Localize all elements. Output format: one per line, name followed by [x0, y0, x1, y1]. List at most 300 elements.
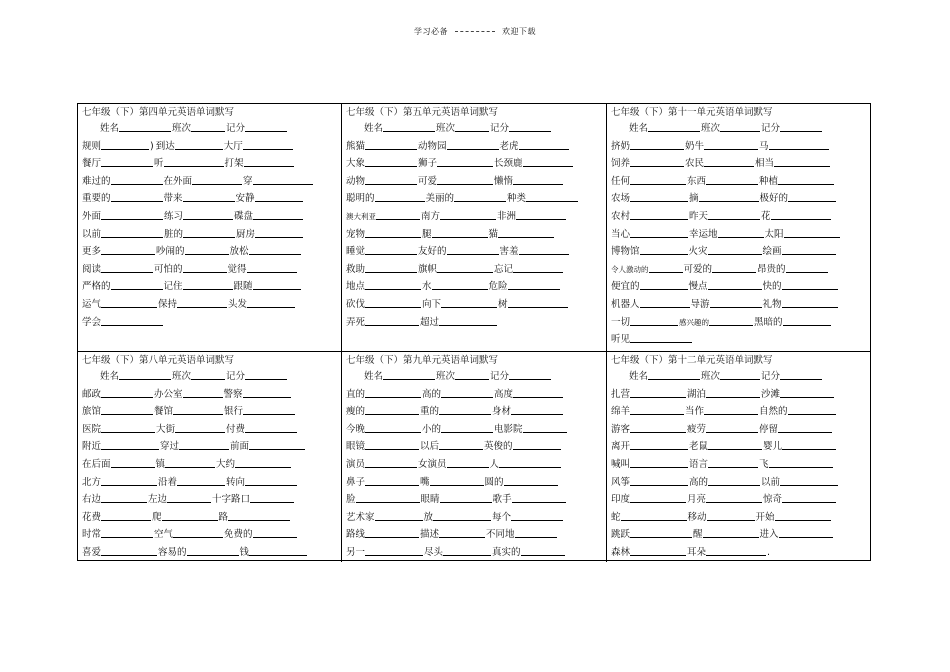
- word-item: [156, 138, 224, 156]
- answer-blank[interactable]: [511, 404, 563, 415]
- answer-blank[interactable]: [365, 545, 423, 556]
- answer-blank[interactable]: [706, 174, 758, 185]
- answer-blank[interactable]: [101, 209, 163, 220]
- answer-blank[interactable]: [249, 244, 301, 255]
- section-unit-5: [342, 104, 607, 352]
- answer-blank[interactable]: [630, 404, 684, 415]
- answer-blank[interactable]: [183, 262, 227, 273]
- word-label: 听: [154, 158, 164, 170]
- answer-blank[interactable]: [782, 492, 836, 503]
- word-item: [82, 155, 154, 173]
- word-label: 身材: [492, 406, 512, 418]
- answer-blank[interactable]: [771, 209, 831, 220]
- word-label: 时常: [82, 529, 102, 541]
- answer-blank[interactable]: [516, 209, 566, 220]
- answer-blank[interactable]: [119, 369, 171, 380]
- word-label: 描述: [420, 529, 440, 541]
- answer-blank[interactable]: [365, 315, 419, 326]
- answer-blank[interactable]: [101, 262, 153, 273]
- answer-blank[interactable]: [786, 262, 828, 273]
- answer-blank[interactable]: [630, 527, 692, 538]
- answer-blank[interactable]: [432, 279, 488, 290]
- answer-blank[interactable]: [630, 439, 688, 450]
- answer-blank[interactable]: [439, 527, 485, 538]
- answer-blank[interactable]: [101, 297, 157, 308]
- word-item: [148, 491, 212, 509]
- answer-blank[interactable]: [630, 315, 678, 326]
- word-label: 沙滩: [761, 388, 781, 400]
- answer-blank[interactable]: [511, 510, 563, 521]
- word-label: 打架: [224, 158, 244, 170]
- answer-blank[interactable]: [101, 404, 153, 415]
- word-row: [82, 544, 337, 562]
- word-label: 放: [423, 511, 434, 523]
- answer-blank[interactable]: [774, 156, 830, 167]
- answer-blank[interactable]: [383, 121, 435, 132]
- answer-blank[interactable]: [101, 244, 155, 255]
- answer-blank[interactable]: [704, 139, 758, 150]
- answer-blank[interactable]: [504, 475, 558, 486]
- word-item: [160, 438, 230, 456]
- word-row: [82, 261, 337, 279]
- answer-blank[interactable]: [253, 209, 303, 220]
- answer-blank[interactable]: [782, 439, 836, 450]
- word-label: 旗帜: [418, 263, 438, 275]
- answer-blank[interactable]: [167, 492, 211, 503]
- word-item: [611, 403, 685, 421]
- word-label: 瘦的: [346, 406, 366, 418]
- answer-blank[interactable]: [526, 191, 578, 202]
- answer-blank[interactable]: [245, 121, 287, 132]
- answer-blank[interactable]: [243, 404, 295, 415]
- word-label: 姓名: [100, 123, 120, 134]
- answer-blank[interactable]: [630, 387, 686, 398]
- word-label: 印度: [611, 494, 631, 506]
- word-item: [611, 474, 689, 492]
- answer-blank[interactable]: [244, 156, 294, 167]
- word-label: 友好的: [418, 246, 447, 258]
- answer-blank[interactable]: [720, 121, 760, 132]
- answer-blank[interactable]: [783, 315, 831, 326]
- answer-blank[interactable]: [245, 475, 297, 486]
- answer-blank[interactable]: [365, 404, 419, 415]
- answer-blank[interactable]: [447, 244, 499, 255]
- answer-blank[interactable]: [175, 139, 223, 150]
- answer-blank[interactable]: [708, 279, 762, 290]
- answer-blank[interactable]: [111, 191, 163, 202]
- answer-blank[interactable]: [630, 492, 686, 503]
- answer-blank[interactable]: [430, 475, 484, 486]
- answer-blank[interactable]: [177, 297, 227, 308]
- word-label: 奶牛: [685, 140, 705, 152]
- word-item: [422, 278, 489, 296]
- answer-blank[interactable]: [443, 545, 491, 556]
- answer-blank[interactable]: [175, 422, 225, 433]
- answer-blank[interactable]: [255, 227, 303, 238]
- answer-blank[interactable]: [356, 492, 420, 503]
- word-item: [240, 544, 309, 562]
- answer-blank[interactable]: [712, 262, 756, 273]
- answer-blank[interactable]: [247, 262, 297, 273]
- word-label: 严格的: [82, 281, 111, 293]
- answer-blank[interactable]: [704, 404, 758, 415]
- answer-blank[interactable]: [164, 156, 224, 167]
- answer-blank[interactable]: [101, 227, 163, 238]
- answer-blank[interactable]: [630, 209, 688, 220]
- word-label: 放松: [229, 246, 249, 258]
- answer-blank[interactable]: [509, 121, 551, 132]
- answer-blank[interactable]: [375, 510, 423, 521]
- answer-blank[interactable]: [780, 369, 822, 380]
- answer-blank[interactable]: [165, 457, 215, 468]
- answer-blank[interactable]: [779, 527, 833, 538]
- answer-blank[interactable]: [111, 174, 163, 185]
- answer-blank[interactable]: [630, 174, 686, 185]
- answer-blank[interactable]: [454, 191, 506, 202]
- answer-blank[interactable]: [101, 387, 153, 398]
- answer-blank[interactable]: [703, 527, 759, 538]
- word-item: [226, 474, 298, 492]
- answer-blank[interactable]: [640, 244, 688, 255]
- word-item: [490, 368, 552, 386]
- answer-blank[interactable]: [111, 279, 163, 290]
- answer-blank[interactable]: [513, 262, 563, 273]
- answer-blank[interactable]: [769, 139, 829, 150]
- answer-blank[interactable]: [648, 369, 700, 380]
- student-info-row: [82, 120, 337, 138]
- section-title: 七年级（下）第八单元英语单词默写: [82, 355, 235, 366]
- answer-blank[interactable]: [704, 156, 754, 167]
- answer-blank[interactable]: [630, 545, 686, 556]
- answer-blank[interactable]: [706, 492, 762, 503]
- word-row: [82, 314, 337, 332]
- answer-blank[interactable]: [365, 279, 421, 290]
- answer-blank[interactable]: [447, 139, 499, 150]
- word-item: [494, 421, 568, 439]
- word-row: [346, 261, 602, 279]
- answer-blank[interactable]: [376, 209, 420, 220]
- answer-blank[interactable]: [720, 369, 760, 380]
- answer-blank[interactable]: [250, 492, 294, 503]
- answer-blank[interactable]: [513, 174, 563, 185]
- word-item: [82, 474, 158, 492]
- answer-blank[interactable]: [365, 527, 419, 538]
- word-item: [100, 368, 172, 386]
- answer-blank[interactable]: [162, 510, 218, 521]
- answer-blank[interactable]: [365, 439, 419, 450]
- answer-blank[interactable]: [179, 439, 229, 450]
- answer-blank[interactable]: [432, 227, 488, 238]
- answer-blank[interactable]: [101, 475, 157, 486]
- answer-blank[interactable]: [187, 545, 239, 556]
- answer-blank[interactable]: [101, 156, 153, 167]
- answer-blank[interactable]: [365, 244, 417, 255]
- answer-blank[interactable]: [519, 244, 569, 255]
- answer-blank[interactable]: [523, 422, 567, 433]
- answer-blank[interactable]: [365, 475, 419, 486]
- answer-blank[interactable]: [630, 457, 688, 468]
- word-item: [82, 278, 164, 296]
- answer-blank[interactable]: [455, 369, 489, 380]
- word-item: [760, 526, 834, 544]
- answer-blank[interactable]: [365, 227, 421, 238]
- answer-blank[interactable]: [243, 387, 291, 398]
- answer-blank[interactable]: [708, 439, 762, 450]
- answer-blank[interactable]: [440, 492, 492, 503]
- word-item: [346, 278, 422, 296]
- word-item: [418, 138, 500, 156]
- answer-blank[interactable]: [447, 457, 489, 468]
- answer-blank[interactable]: [437, 174, 493, 185]
- word-label: 记分: [761, 123, 781, 134]
- answer-blank[interactable]: [769, 457, 833, 468]
- answer-blank[interactable]: [253, 174, 313, 185]
- word-item: [346, 403, 420, 421]
- word-item: [346, 456, 418, 474]
- answer-blank[interactable]: [515, 527, 557, 538]
- word-row: [346, 386, 602, 404]
- answer-blank[interactable]: [245, 422, 297, 433]
- answer-blank[interactable]: [508, 279, 560, 290]
- answer-blank[interactable]: [509, 369, 551, 380]
- answer-blank[interactable]: [706, 422, 758, 433]
- word-label: 阅读: [82, 263, 102, 275]
- word-label: 喊叫: [611, 458, 631, 470]
- word-row: [346, 526, 602, 544]
- answer-blank[interactable]: [780, 121, 822, 132]
- answer-blank[interactable]: [709, 315, 753, 326]
- word-label: 规则: [82, 140, 102, 152]
- answer-blank[interactable]: [101, 527, 153, 538]
- word-item: [492, 544, 566, 562]
- answer-blank[interactable]: [439, 315, 497, 326]
- word-item: [422, 226, 489, 244]
- answer-blank[interactable]: [513, 387, 563, 398]
- word-item: [498, 296, 569, 314]
- answer-blank[interactable]: [441, 422, 493, 433]
- answer-blank[interactable]: [101, 139, 149, 150]
- answer-blank[interactable]: [191, 121, 225, 132]
- answer-blank[interactable]: [519, 139, 569, 150]
- word-item: [689, 456, 759, 474]
- answer-blank[interactable]: [706, 387, 760, 398]
- answer-blank[interactable]: [119, 121, 171, 132]
- answer-blank[interactable]: [437, 262, 493, 273]
- answer-blank[interactable]: [243, 139, 293, 150]
- answer-blank[interactable]: [706, 545, 766, 556]
- word-item: [418, 155, 494, 173]
- answer-blank[interactable]: [707, 510, 755, 521]
- answer-blank[interactable]: [499, 457, 561, 468]
- answer-blank[interactable]: [512, 492, 566, 503]
- answer-blank[interactable]: [523, 156, 573, 167]
- word-label: 跳跃: [611, 529, 631, 541]
- word-label: 绘画: [762, 246, 782, 258]
- word-row: [611, 474, 866, 492]
- answer-blank[interactable]: [649, 262, 683, 273]
- answer-blank[interactable]: [708, 475, 760, 486]
- answer-blank[interactable]: [780, 475, 838, 486]
- answer-blank[interactable]: [780, 387, 834, 398]
- answer-blank[interactable]: [101, 422, 155, 433]
- answer-blank[interactable]: [173, 404, 223, 415]
- answer-blank[interactable]: [788, 191, 836, 202]
- answer-blank[interactable]: [437, 156, 493, 167]
- word-item: [611, 261, 684, 279]
- answer-blank[interactable]: [183, 191, 235, 202]
- answer-blank[interactable]: [192, 174, 242, 185]
- answer-blank[interactable]: [439, 439, 483, 450]
- answer-blank[interactable]: [708, 244, 762, 255]
- answer-blank[interactable]: [183, 279, 233, 290]
- answer-blank[interactable]: [235, 457, 291, 468]
- word-label: 语言: [689, 458, 709, 470]
- answer-blank[interactable]: [640, 279, 688, 290]
- word-label: 尽头: [424, 546, 444, 558]
- answer-blank[interactable]: [778, 174, 834, 185]
- answer-blank[interactable]: [498, 227, 554, 238]
- word-label: 小的: [422, 423, 442, 435]
- answer-blank[interactable]: [365, 174, 417, 185]
- answer-blank[interactable]: [101, 439, 159, 450]
- word-item: [346, 544, 424, 562]
- worksheet-grid: [77, 103, 871, 561]
- answer-blank[interactable]: [101, 492, 147, 503]
- word-label: 不同地: [486, 529, 515, 541]
- answer-blank[interactable]: [101, 315, 163, 326]
- answer-blank[interactable]: [621, 510, 687, 521]
- answer-blank[interactable]: [433, 510, 491, 521]
- answer-blank[interactable]: [245, 369, 287, 380]
- answer-blank[interactable]: [365, 297, 421, 308]
- answer-blank[interactable]: [249, 545, 307, 556]
- word-item: [418, 456, 490, 474]
- word-item: [346, 314, 420, 332]
- answer-blank[interactable]: [441, 387, 493, 398]
- answer-blank[interactable]: [630, 475, 688, 486]
- answer-blank[interactable]: [111, 457, 155, 468]
- word-label: 便宜的: [611, 281, 640, 293]
- word-item: [611, 491, 687, 509]
- answer-blank[interactable]: [183, 387, 223, 398]
- answer-blank[interactable]: [255, 191, 303, 202]
- answer-blank[interactable]: [173, 527, 223, 538]
- word-item: [685, 138, 759, 156]
- word-label: 耳朵: [687, 546, 707, 558]
- answer-blank[interactable]: [630, 156, 684, 167]
- word-item: [346, 296, 422, 314]
- answer-blank[interactable]: [253, 279, 301, 290]
- answer-blank[interactable]: [228, 510, 290, 521]
- word-row: [346, 208, 602, 226]
- answer-blank[interactable]: [782, 297, 838, 308]
- word-row: [346, 155, 602, 173]
- word-label: 运气: [82, 298, 102, 310]
- answer-blank[interactable]: [788, 404, 836, 415]
- answer-blank[interactable]: [782, 279, 838, 290]
- word-item: [611, 331, 693, 349]
- word-label: 高度: [494, 388, 514, 400]
- answer-blank[interactable]: [191, 369, 225, 380]
- answer-blank[interactable]: [365, 387, 421, 398]
- answer-blank[interactable]: [708, 457, 758, 468]
- answer-blank[interactable]: [177, 475, 225, 486]
- answer-blank[interactable]: [630, 227, 688, 238]
- answer-blank[interactable]: [441, 297, 497, 308]
- student-info-row: [611, 120, 866, 138]
- word-row: [611, 173, 866, 191]
- answer-blank[interactable]: [699, 191, 759, 202]
- answer-blank[interactable]: [185, 244, 229, 255]
- word-row: [82, 208, 337, 226]
- answer-blank[interactable]: [630, 139, 684, 150]
- word-item: [421, 208, 497, 226]
- answer-blank[interactable]: [630, 332, 692, 343]
- word-label: 婴儿: [763, 441, 783, 453]
- answer-blank[interactable]: [455, 121, 489, 132]
- answer-blank[interactable]: [375, 191, 425, 202]
- word-label: 挤奶: [611, 140, 631, 152]
- answer-blank[interactable]: [630, 191, 688, 202]
- answer-blank[interactable]: [365, 422, 421, 433]
- answer-blank[interactable]: [784, 227, 840, 238]
- answer-blank[interactable]: [710, 297, 762, 308]
- answer-blank[interactable]: [718, 227, 764, 238]
- word-item: [156, 421, 226, 439]
- answer-blank[interactable]: [630, 422, 686, 433]
- answer-blank[interactable]: [708, 209, 760, 220]
- answer-blank[interactable]: [101, 545, 157, 556]
- word-item: [761, 368, 823, 386]
- word-label: 农民: [685, 158, 705, 170]
- answer-blank[interactable]: [365, 262, 417, 273]
- word-item: [172, 368, 226, 386]
- answer-blank[interactable]: [778, 422, 832, 433]
- answer-blank[interactable]: [183, 209, 233, 220]
- word-row: [346, 278, 602, 296]
- word-label: 超过: [420, 316, 440, 328]
- word-label: 蛇: [611, 511, 621, 523]
- answer-blank[interactable]: [521, 545, 565, 556]
- word-item: [82, 296, 158, 314]
- word-label: 森林: [611, 546, 631, 558]
- answer-blank[interactable]: [383, 369, 435, 380]
- word-label: 老虎: [499, 140, 519, 152]
- word-label: 路: [218, 511, 229, 523]
- answer-blank[interactable]: [440, 209, 496, 220]
- answer-blank[interactable]: [640, 297, 690, 308]
- answer-blank[interactable]: [365, 139, 417, 150]
- answer-blank[interactable]: [365, 156, 417, 167]
- word-label: 转向: [226, 476, 246, 488]
- word-label: 砍伐: [346, 298, 366, 310]
- answer-blank[interactable]: [439, 404, 491, 415]
- word-label: 在外面: [163, 175, 193, 187]
- word-label: 歌手: [492, 494, 512, 506]
- answer-blank[interactable]: [249, 439, 305, 450]
- word-item: [346, 421, 422, 439]
- answer-blank[interactable]: [101, 510, 151, 521]
- answer-blank[interactable]: [782, 244, 836, 255]
- answer-blank[interactable]: [183, 227, 235, 238]
- answer-blank[interactable]: [513, 439, 561, 450]
- answer-blank[interactable]: [775, 510, 831, 521]
- answer-blank[interactable]: [365, 457, 417, 468]
- answer-blank[interactable]: [508, 297, 568, 308]
- answer-blank[interactable]: [247, 297, 295, 308]
- answer-blank[interactable]: [253, 527, 297, 538]
- answer-blank[interactable]: [648, 121, 700, 132]
